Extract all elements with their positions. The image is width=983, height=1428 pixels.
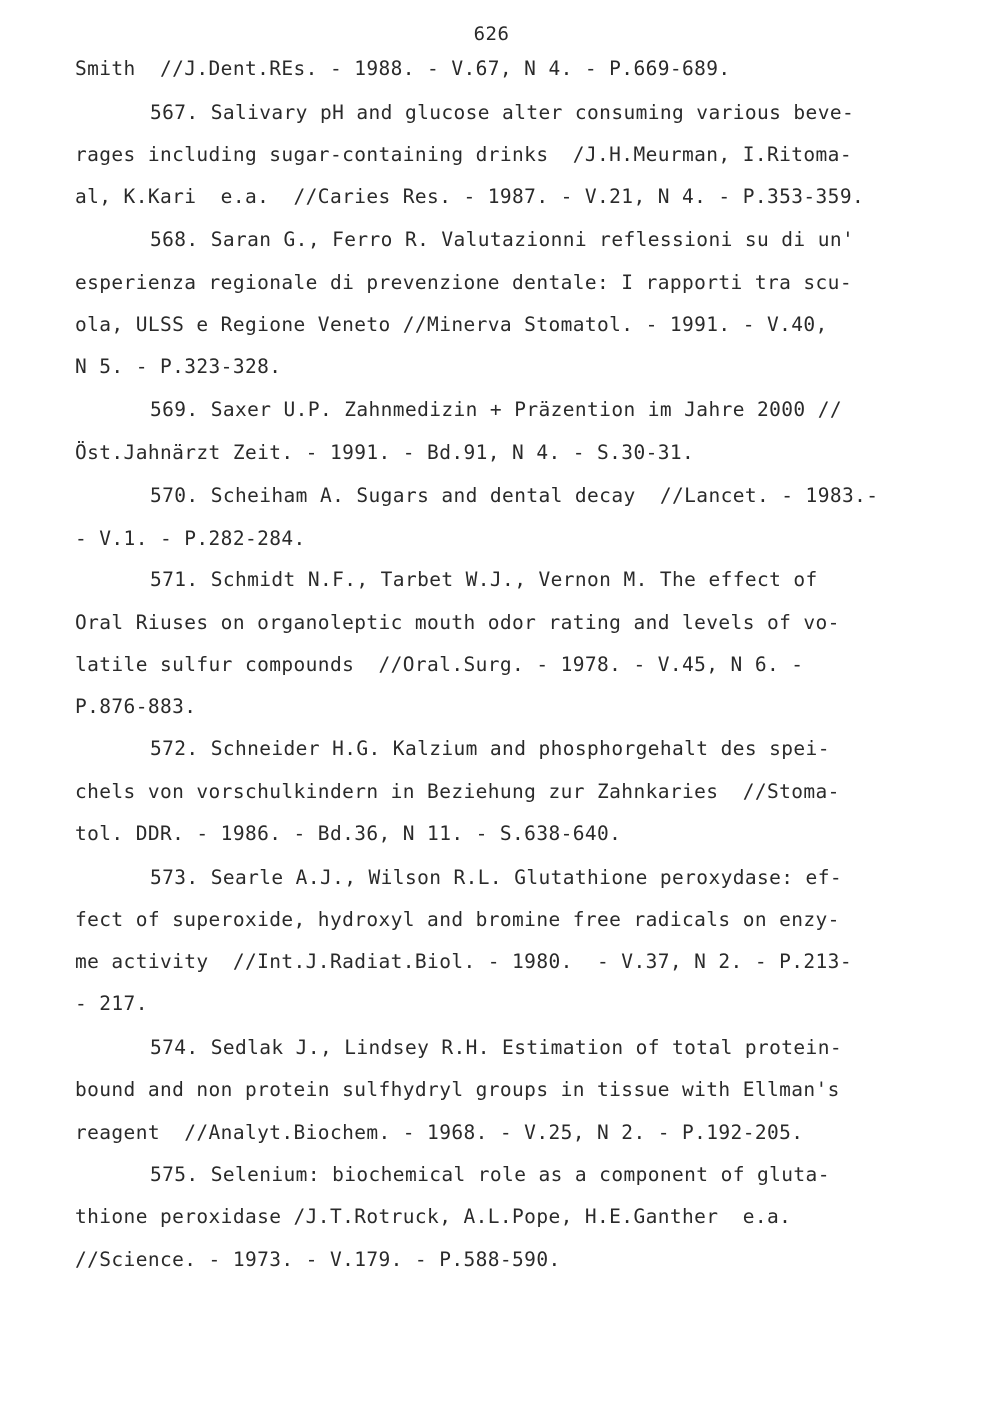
reference-line: bound and non protein sulfhydryl groups in tissue with Ellman's — [75, 1078, 840, 1101]
reference-line: esperienza regionale di prevenzione dentale: I rapporti tra scu- — [75, 271, 852, 294]
reference-line: 571. Schmidt N.F., Tarbet W.J., Vernon M. The effect of — [150, 568, 818, 591]
reference-line: 567. Salivary pH and glucose alter consuming various beve- — [150, 101, 855, 124]
reference-line: ola, ULSS e Regione Veneto //Minerva Stomatol. - 1991. - V.40, — [75, 313, 828, 336]
reference-line: Smith //J.Dent.REs. - 1988. - V.67, N 4. - P.669-689. — [75, 57, 731, 80]
page-number: 626 — [473, 23, 510, 45]
reference-line: thione peroxidase /J.T.Rotruck, A.L.Pope, H.E.Ganther e.a. — [75, 1205, 792, 1228]
reference-line: reagent //Analyt.Biochem. - 1968. - V.25, N 2. - P.192-205. — [75, 1121, 804, 1144]
reference-line: rages including sugar-containing drinks /J.H.Meurman, I.Ritoma- — [75, 143, 852, 166]
reference-line: 572. Schneider H.G. Kalzium and phosphorgehalt des spei- — [150, 737, 830, 760]
reference-line: - V.1. - P.282-284. — [75, 527, 306, 550]
reference-line: 573. Searle A.J., Wilson R.L. Glutathione peroxydase: ef- — [150, 866, 842, 889]
reference-line: 569. Saxer U.P. Zahnmedizin + Präzention im Jahre 2000 // — [150, 398, 842, 421]
reference-line: //Science. - 1973. - V.179. - P.588-590. — [75, 1248, 561, 1271]
reference-line: latile sulfur compounds //Oral.Surg. - 1978. - V.45, N 6. - — [75, 653, 804, 676]
reference-line: 568. Saran G., Ferro R. Valutazionni reflessioni su di un' — [150, 228, 855, 251]
reference-line: N 5. - P.323-328. — [75, 355, 282, 378]
reference-line: fect of superoxide, hydroxyl and bromine free radicals on enzy- — [75, 908, 840, 931]
reference-line: me activity //Int.J.Radiat.Biol. - 1980. - V.37, N 2. - P.213- — [75, 950, 852, 973]
reference-line: chels von vorschulkindern in Beziehung zur Zahnkaries //Stoma- — [75, 780, 840, 803]
reference-line: 575. Selenium: biochemical role as a component of gluta- — [150, 1163, 830, 1186]
reference-line: al, K.Kari e.a. //Caries Res. - 1987. - V.21, N 4. - P.353-359. — [75, 185, 865, 208]
reference-line: Öst.Jahnärzt Zeit. - 1991. - Bd.91, N 4. - S.30-31. — [75, 441, 695, 464]
reference-line: tol. DDR. - 1986. - Bd.36, N 11. - S.638-640. — [75, 822, 622, 845]
reference-line: Oral Riuses on organoleptic mouth odor rating and levels of vo- — [75, 611, 840, 634]
reference-line: 570. Scheiham A. Sugars and dental decay //Lancet. - 1983.- — [150, 484, 879, 507]
reference-line: P.876-883. — [75, 695, 197, 718]
reference-line: 574. Sedlak J., Lindsey R.H. Estimation of total protein- — [150, 1036, 842, 1059]
reference-line: - 217. — [75, 992, 148, 1015]
